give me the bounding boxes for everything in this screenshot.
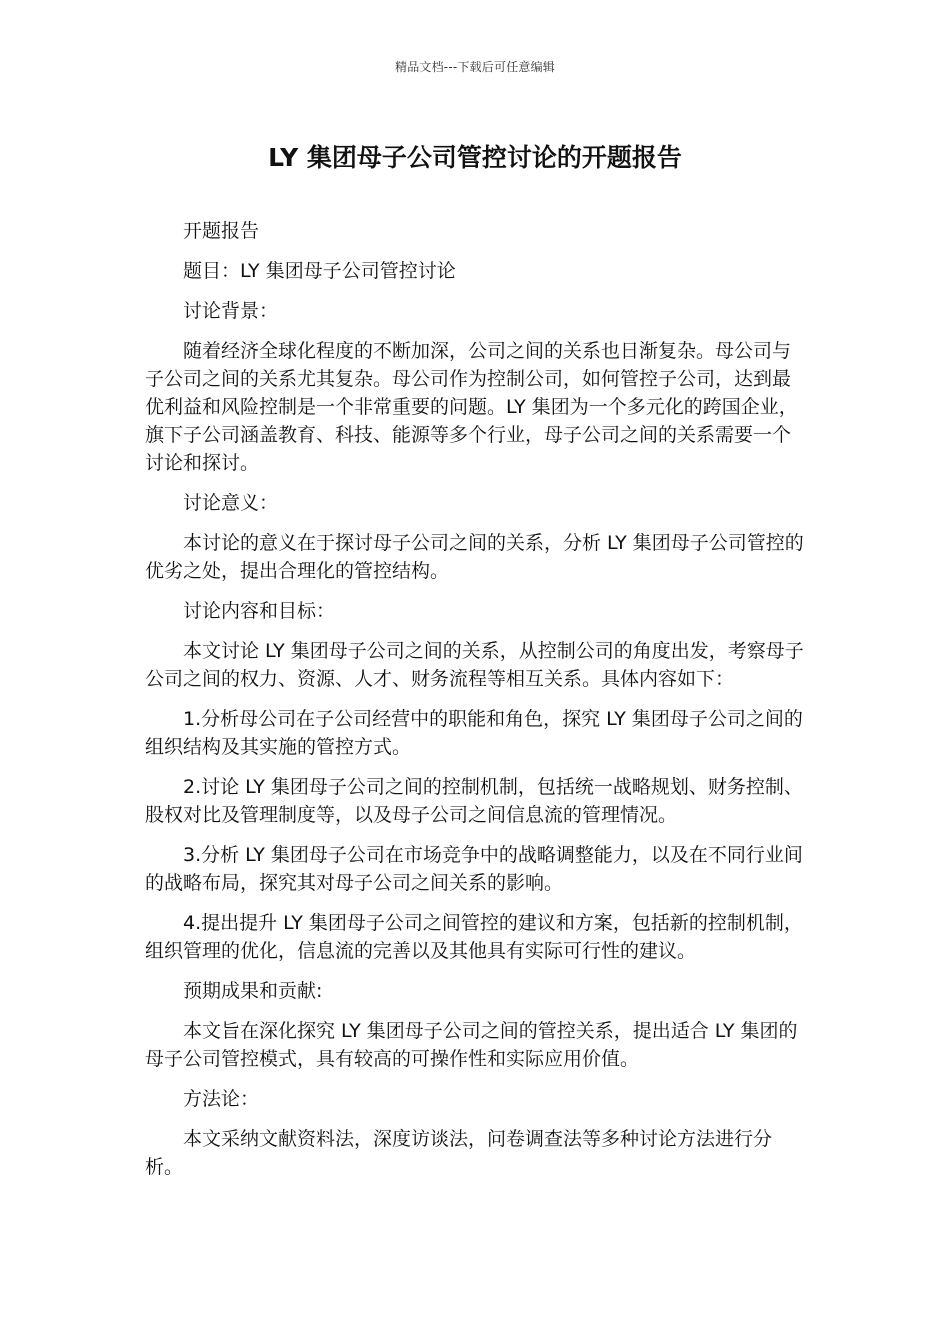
topic-line: 题目：LY 集团母子公司管控讨论 — [183, 260, 456, 282]
document-body — [145, 217, 807, 1193]
header-note: 精品文档---下载后可任意编辑 — [395, 60, 555, 74]
content-item-1: 1.分析母公司在子公司经营中的职能和角色，探究 LY 集团母子公司之间的组织结构及其实施的管控方式。 — [145, 708, 803, 758]
methodology-paragraph: 本文采纳文献资料法，深度访谈法，问卷调查法等多种讨论方法进行分析。 — [145, 1128, 773, 1178]
section-label-report: 开题报告 — [183, 220, 260, 242]
section-heading-background: 讨论背景： — [183, 300, 279, 322]
outcomes-paragraph: 本文旨在深化探究 LY 集团母子公司之间的管控关系，提出适合 LY 集团的母子公司管控模式，具有较高的可操作性和实际应用价值。 — [145, 1020, 798, 1070]
section-heading-outcomes: 预期成果和贡献: — [183, 980, 323, 1002]
content-item-2: 2.讨论 LY 集团母子公司之间的控制机制，包括统一战略规划、财务控制、股权对比及管理制度等，以及母子公司之间信息流的管理情况。 — [145, 776, 803, 826]
section-heading-content-goals: 讨论内容和目标： — [183, 600, 336, 622]
significance-paragraph: 本讨论的意义在于探讨母子公司之间的关系，分析 LY 集团母子公司管控的优劣之处，提出合理化的管控结构。 — [145, 532, 804, 582]
content-item-4: 4.提出提升 LY 集团母子公司之间管控的建议和方案，包括新的控制机制，组织管理的优化，信息流的完善以及其他具有实际可行性的建议。 — [145, 912, 803, 962]
background-paragraph: 随着经济全球化程度的不断加深，公司之间的关系也日渐复杂。母公司与子公司之间的关系尤其复杂。母公司作为控制公司，如何管控子公司，达到最优利益和风险控制是一个非常重要的问题。LY 集团为一个多元化的跨国企业，旗下子公司涵盖教育、科技、能源等多个行业，母子公司之间的关系需要一个讨论和探讨。 — [145, 340, 798, 474]
section-heading-methodology: 方法论： — [183, 1088, 260, 1110]
document-title: LY 集团母子公司管控讨论的开题报告 — [268, 143, 682, 172]
content-intro-paragraph: 本文讨论 LY 集团母子公司之间的关系，从控制公司的角度出发，考察母子公司之间的权力、资源、人才、财务流程等相互关系。具体内容如下： — [145, 640, 804, 690]
section-heading-significance: 讨论意义： — [183, 492, 279, 514]
content-item-3: 3.分析 LY 集团母子公司在市场竞争中的战略调整能力，以及在不同行业间的战略布局，探究其对母子公司之间关系的影响。 — [145, 844, 803, 894]
